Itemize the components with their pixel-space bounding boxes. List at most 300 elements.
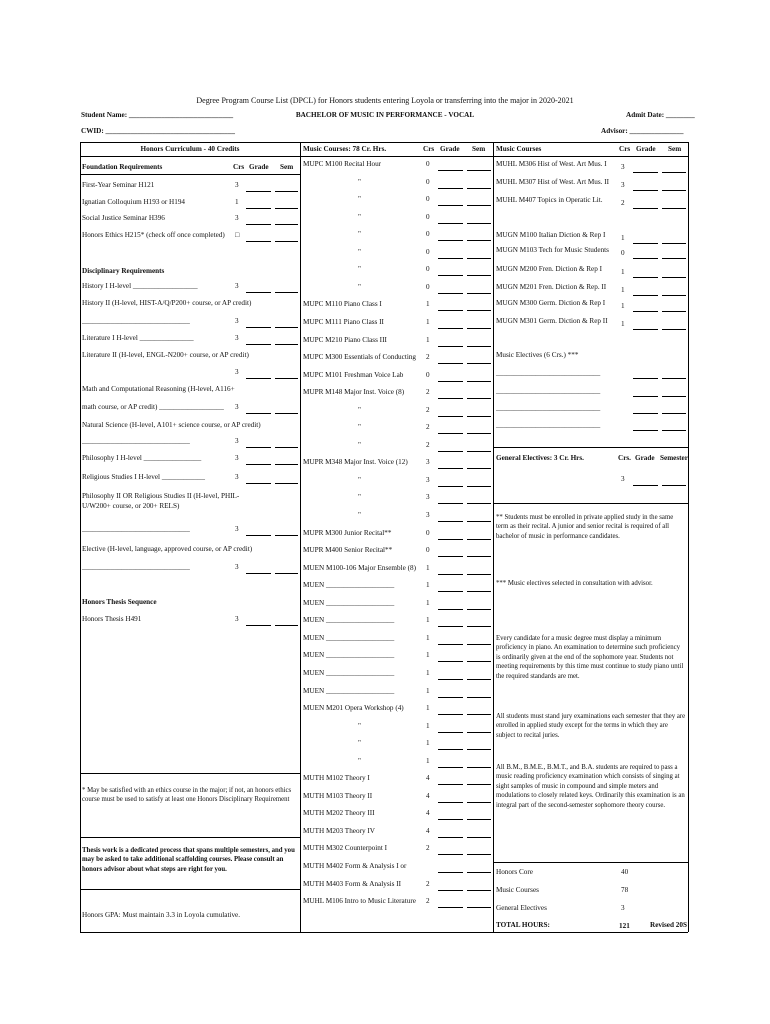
thesis-title: Honors Thesis Sequence — [82, 598, 157, 606]
music-course-credits: 1 — [426, 668, 430, 677]
music-course-grade-blank[interactable] — [438, 802, 463, 803]
music-course-credits: 0 — [426, 282, 430, 291]
music-course-credits: 1 — [426, 721, 430, 730]
col1-req-sem-blank[interactable] — [275, 464, 298, 465]
music-course-credits: 3 — [426, 511, 430, 519]
music-course-credits: 0 — [426, 195, 430, 204]
total-row-value: 40 — [621, 868, 629, 876]
music-course: MUEN ___________________ — [303, 616, 395, 625]
music-course: MUPR M400 Senior Recital** — [303, 546, 393, 555]
col1-req-grade-blank[interactable] — [246, 483, 271, 484]
col1-req-grade-blank[interactable] — [246, 625, 271, 626]
col1-req-sem-blank[interactable] — [275, 413, 298, 414]
col1-crs-header: Crs — [233, 163, 245, 171]
music-course-credits: 0 — [426, 160, 430, 168]
music-course: MUGN M100 Italian Diction & Rep I — [496, 231, 606, 239]
col1-req-grade-blank[interactable] — [246, 573, 271, 574]
honors-gpa-note: Honors GPA: Must maintain 3.3 in Loyola cumulative. — [82, 911, 241, 919]
music-course-sem-blank[interactable] — [467, 503, 491, 504]
frame-right — [688, 142, 689, 932]
foundation-sem-blank[interactable] — [275, 241, 298, 242]
music-course-sem-blank[interactable] — [467, 872, 491, 873]
music-course-sem-blank[interactable] — [467, 802, 491, 803]
music-course: MUPC M210 Piano Class III — [303, 335, 387, 344]
music-course-credits: 1 — [621, 302, 625, 310]
foundation-credits: 3 — [235, 214, 239, 222]
music-course-credits: 0 — [426, 265, 430, 274]
total-row-label: Music Courses — [496, 886, 539, 894]
music-course-sem-blank[interactable] — [662, 329, 686, 330]
music-course-sem-blank[interactable] — [467, 854, 491, 855]
music-course-grade-blank[interactable] — [438, 416, 463, 417]
music-course-credits: 0 — [426, 177, 430, 186]
music-course-sem-blank[interactable] — [662, 295, 686, 296]
music-course-grade-blank[interactable] — [633, 190, 658, 191]
music-course: MUPC M110 Piano Class I — [303, 300, 382, 309]
foundation-course: Social Justice Seminar H396 — [82, 214, 165, 222]
music-course-sem-blank[interactable] — [662, 190, 686, 191]
phil2-credits: 3 — [235, 525, 239, 533]
col2-grade-header: Grade — [440, 145, 460, 153]
music-course-grade-blank[interactable] — [438, 644, 463, 645]
music-course: MUTH M103 Theory II — [303, 791, 373, 800]
foundation-credits: 1 — [235, 198, 239, 206]
music-electives-title: Music Electives (6 Crs.) *** — [496, 351, 579, 359]
foundation-grade-blank[interactable] — [246, 241, 271, 242]
music-course: MUEN M201 Opera Workshop (4) — [303, 704, 404, 713]
music-course-credits: 4 — [426, 809, 430, 818]
music-course-sem-blank[interactable] — [467, 170, 491, 171]
music-course-sem-blank[interactable] — [467, 697, 491, 698]
music-course: MUPR M148 Major Inst. Voice (8) — [303, 388, 405, 397]
ditto-mark: " — [358, 721, 361, 730]
music-course-credits: 3 — [621, 163, 625, 171]
foundation-title: Foundation Requirements — [82, 163, 163, 171]
music-course-grade-blank[interactable] — [438, 240, 463, 241]
music-course-grade-blank[interactable] — [438, 205, 463, 206]
col3-sep-2 — [493, 503, 688, 504]
music-course: MUTH M203 Theory IV — [303, 826, 375, 835]
ditto-mark: " — [358, 265, 361, 274]
phil2-blank[interactable]: ______________________________ — [82, 525, 190, 533]
col1-req-grade-blank[interactable] — [246, 292, 271, 293]
col1-req-sem-blank[interactable] — [275, 483, 298, 484]
col1-req-grade-blank[interactable] — [246, 464, 271, 465]
natsci-course: Natural Science (H-level, A101+ science course, or AP credit) — [82, 421, 261, 429]
music-course-sem-blank[interactable] — [467, 609, 491, 610]
music-course-grade-blank[interactable] — [438, 609, 463, 610]
total-row-label: Honors Core — [496, 868, 533, 876]
philosophy1-course: Philosophy I H-level ________________ — [82, 454, 202, 462]
music-course-credits: 1 — [426, 686, 430, 695]
music-course-grade-blank[interactable] — [438, 486, 463, 487]
music-course: MUHL M307 Hist of West. Art Mus. II — [496, 178, 610, 186]
music-course-sem-blank[interactable] — [467, 907, 491, 908]
ditto-mark: " — [358, 440, 361, 449]
music-course-grade-blank[interactable] — [438, 346, 463, 347]
music-course-sem-blank[interactable] — [467, 398, 491, 399]
piano-proficiency-note: Every candidate for a music degree must display a minimum proficiency in piano. An examination to determine such proficiency is ordinarily given at the end of the sophomore year. Students not meeting requirements by this time must continue to study piano until the required standards are met. — [496, 635, 684, 680]
music-course-credits: 2 — [426, 405, 430, 414]
music-course-grade-blank[interactable] — [438, 170, 463, 171]
music-course-credits: 2 — [426, 440, 430, 449]
total-row-label: General Electives — [496, 904, 547, 912]
music-course-grade-blank[interactable] — [438, 732, 463, 733]
music-course-grade-blank[interactable] — [438, 188, 463, 189]
music-course-grade-blank[interactable] — [633, 208, 658, 209]
music-course-credits: 0 — [621, 249, 625, 257]
total-row-value: 3 — [621, 904, 625, 912]
ditto-mark: " — [358, 405, 361, 414]
music-course-sem-blank[interactable] — [467, 539, 491, 540]
gen-crs-header: Crs. — [618, 454, 631, 462]
foundation-grade-blank[interactable] — [246, 191, 271, 192]
elective-course: Elective (H-level, language, approved course, or AP credit) — [82, 545, 253, 553]
music-course-grade-blank[interactable] — [438, 890, 463, 891]
music-courses-heading: Music Courses: 78 Cr. Hrs. — [303, 145, 387, 153]
music-course-sem-blank[interactable] — [467, 574, 491, 575]
music-course-credits: 0 — [426, 212, 430, 221]
music-course-credits: 3 — [426, 458, 430, 467]
music-course-credits: 1 — [621, 234, 625, 242]
col1-subheader-line — [80, 174, 300, 175]
general-electives-title: General Electives: 3 Cr. Hrs. — [496, 454, 584, 462]
thesis-credits: 3 — [235, 615, 239, 623]
music-course-sem-blank[interactable] — [467, 293, 491, 294]
music-course-sem-blank[interactable] — [467, 890, 491, 891]
music-course-credits: 2 — [426, 879, 430, 888]
history2-blank[interactable]: ______________________________ — [82, 317, 190, 325]
music-course-grade-blank[interactable] — [438, 468, 463, 469]
col1-req-sem-blank[interactable] — [275, 327, 298, 328]
music-course-grade-blank[interactable] — [438, 819, 463, 820]
thesis-course: Honors Thesis H491 — [82, 615, 142, 623]
music-course-grade-blank[interactable] — [438, 223, 463, 224]
music-course: MUGN M200 Fren. Diction & Rep I — [496, 265, 603, 273]
phil2-course-line2: U/W200+ course, or 200+ RELS) — [82, 502, 180, 510]
music-course-sem-blank[interactable] — [467, 749, 491, 750]
music-course-sem-blank[interactable] — [467, 626, 491, 627]
foundation-grade-blank[interactable] — [246, 224, 271, 225]
math-course-line1: Math and Computational Reasoning (H-level, A116+ — [82, 385, 235, 393]
music-course: MUTH M202 Theory III — [303, 809, 375, 818]
music-course-sem-blank[interactable] — [467, 644, 491, 645]
ditto-mark: " — [358, 493, 361, 502]
reading-proficiency-note: All B.M., B.M.E., B.M.T., and B.A. students are required to pass a music reading proficiency examination which consists of singing at sight samples of music in compound and simple meters and modulations to closely related keys. Ordinarily this examination is an integral part of the second-semester sophomore theory course. — [496, 764, 685, 809]
music-course-credits: 1 — [621, 320, 625, 328]
foundation-credits: □ — [235, 231, 240, 239]
music-course-grade-blank[interactable] — [438, 697, 463, 698]
natsci-credits: 3 — [235, 437, 239, 445]
music-course: MUEN ___________________ — [303, 686, 395, 695]
lit2-course: Literature II (H-level, ENGL-N200+ course, or AP credit) — [82, 351, 249, 359]
ditto-mark: " — [358, 282, 361, 291]
ditto-mark: " — [358, 247, 361, 256]
music-course-grade-blank[interactable] — [438, 381, 463, 382]
divider-1 — [300, 142, 301, 932]
philosophy1-credits: 3 — [235, 454, 239, 462]
music-course-credits: 3 — [621, 181, 625, 189]
ditto-mark: " — [358, 511, 361, 519]
music-course-grade-blank[interactable] — [438, 539, 463, 540]
music-course: MUTH M403 Form & Analysis II — [303, 879, 402, 888]
music-course-sem-blank[interactable] — [467, 416, 491, 417]
music-course-sem-blank[interactable] — [467, 679, 491, 680]
frame-bottom — [80, 932, 688, 933]
col1-req-sem-blank[interactable] — [275, 378, 298, 379]
music-course-grade-blank[interactable] — [438, 749, 463, 750]
music-course-credits: 3 — [426, 475, 430, 484]
music-course-sem-blank[interactable] — [467, 240, 491, 241]
ditto-mark: " — [358, 212, 361, 221]
music-course-credits: 1 — [621, 286, 625, 294]
history1-credits: 3 — [235, 282, 239, 290]
music-course: MUPR M300 Junior Recital** — [303, 528, 392, 537]
total-hours-value: 121 — [619, 922, 630, 930]
music-course-grade-blank[interactable] — [438, 714, 463, 715]
music-course: MUTH M402 Form & Analysis I or — [303, 862, 407, 870]
music-course: MUGN M300 Germ. Diction & Rep I — [496, 299, 606, 307]
music-course: MUHL M306 Hist of West. Art Mus. I — [496, 160, 607, 168]
music-course-grade-blank[interactable] — [438, 258, 463, 259]
music-course-sem-blank[interactable] — [467, 837, 491, 838]
jury-note: All students must stand jury examinations each semester that they are enrolled in applied study except for the terms in which they are subject to recital juries. — [496, 713, 686, 739]
music-course-sem-blank[interactable] — [467, 275, 491, 276]
music-course: MUGN M201 Fren. Diction & Rep. II — [496, 283, 607, 291]
music-course: MUEN ___________________ — [303, 651, 395, 660]
foundation-course: Honors Ethics H215* (check off once completed) — [82, 231, 225, 239]
col1-req-sem-blank[interactable] — [275, 447, 298, 448]
music-course-sem-blank[interactable] — [467, 714, 491, 715]
music-course-sem-blank[interactable] — [467, 328, 491, 329]
music-course-credits: 0 — [426, 247, 430, 256]
history2-credits: 3 — [235, 317, 239, 325]
math-course-line2: math course, or AP credit) __________________ — [82, 403, 224, 411]
lit2-credits: 3 — [235, 368, 239, 376]
music-course-credits: 1 — [426, 633, 430, 642]
history1-course: History I H-level __________________ — [82, 282, 198, 290]
frame-left — [80, 142, 81, 932]
col1-sem-header: Sem — [280, 163, 294, 171]
foundation-grade-blank[interactable] — [246, 208, 271, 209]
music-course-sem-blank[interactable] — [467, 363, 491, 364]
music-course-sem-blank[interactable] — [467, 433, 491, 434]
music-course-grade-blank[interactable] — [438, 275, 463, 276]
col1-req-sem-blank[interactable] — [275, 292, 298, 293]
music-course-grade-blank[interactable] — [438, 433, 463, 434]
music-course-sem-blank[interactable] — [467, 205, 491, 206]
music-course-sem-blank[interactable] — [467, 819, 491, 820]
cwid-field[interactable]: CWID: ____________________________________ — [81, 127, 235, 135]
advisor-field[interactable]: Advisor: _______________ — [601, 127, 684, 135]
music-course-sem-blank[interactable] — [467, 784, 491, 785]
music-course-credits: 1 — [426, 335, 430, 344]
music-course-grade-blank[interactable] — [438, 521, 463, 522]
music-course-grade-blank[interactable] — [438, 310, 463, 311]
col3-crs-header: Crs — [619, 145, 631, 153]
music-course-grade-blank[interactable] — [438, 872, 463, 873]
music-course: MUTH M102 Theory I — [303, 774, 370, 783]
music-course-grade-blank[interactable] — [438, 398, 463, 399]
music-course: MUEN ___________________ — [303, 581, 395, 590]
col2-crs-header: Crs — [423, 145, 435, 153]
music-course-sem-blank[interactable] — [467, 223, 491, 224]
music-course: MUEN ___________________ — [303, 633, 395, 642]
admit-date-field[interactable]: Admit Date: ________ — [626, 111, 695, 119]
music-course: MUGN M103 Tech for Music Students — [496, 246, 609, 254]
music-course-grade-blank[interactable] — [438, 451, 463, 452]
col1-note-line1 — [80, 773, 300, 774]
music-course-grade-blank[interactable] — [633, 277, 658, 278]
student-name-field[interactable]: Student Name: _____________________________ — [81, 111, 234, 119]
lit1-course: Literature I H-level _______________ — [82, 334, 194, 342]
music-course-sem-blank[interactable] — [467, 381, 491, 382]
music-course-sem-blank[interactable] — [662, 258, 686, 259]
elective-blank[interactable]: ______________________________ — [82, 563, 190, 571]
music-course-credits: 0 — [426, 546, 430, 555]
music-course-sem-blank[interactable] — [662, 172, 686, 173]
music-course-credits: 1 — [426, 756, 430, 765]
music-course-credits: 1 — [426, 563, 430, 572]
music-course-grade-blank[interactable] — [438, 363, 463, 364]
music-course-credits: 1 — [621, 268, 625, 276]
disciplinary-title: Disciplinary Requirements — [82, 267, 165, 275]
music-course-grade-blank[interactable] — [633, 172, 658, 173]
music-course-credits: 1 — [426, 651, 430, 660]
recital-note: ** Students must be enrolled in private applied study in the same term as their recital. A junior and senior recital is required of all bachelor of music in performance candidates. — [496, 514, 674, 540]
revised-label: Revised 20S — [650, 921, 687, 929]
music-course-grade-blank[interactable] — [633, 243, 658, 244]
music-course-grade-blank[interactable] — [633, 295, 658, 296]
music-course-grade-blank[interactable] — [438, 574, 463, 575]
music-course-sem-blank[interactable] — [662, 243, 686, 244]
music-course-grade-blank[interactable] — [438, 626, 463, 627]
music-course-grade-blank[interactable] — [438, 328, 463, 329]
music-course-sem-blank[interactable] — [467, 591, 491, 592]
music-course-credits: 2 — [426, 844, 430, 853]
music-course: MUHL M407 Topics in Operatic Lit. — [496, 196, 603, 204]
music-elective-blank-3[interactable]: _____________________________ — [496, 404, 601, 412]
col1-note-line2 — [80, 837, 300, 838]
music-course: MUEN ___________________ — [303, 598, 395, 607]
music-course: MUPC M111 Piano Class II — [303, 317, 384, 326]
music-course-sem-blank[interactable] — [662, 277, 686, 278]
gen-semester-header: Semester — [660, 454, 688, 462]
gen-grade-header: Grade — [635, 454, 655, 462]
music-course-credits: 1 — [426, 739, 430, 748]
music-course-sem-blank[interactable] — [467, 346, 491, 347]
ditto-mark: " — [358, 739, 361, 748]
music-course: MUEN M100-106 Major Ensemble (8) — [303, 563, 416, 572]
music-course-credits: 4 — [426, 791, 430, 800]
music-course-grade-blank[interactable] — [633, 329, 658, 330]
col1-req-grade-blank[interactable] — [246, 344, 271, 345]
foundation-sem-blank[interactable] — [275, 224, 298, 225]
music-course-credits: 4 — [426, 826, 430, 835]
music-course-grade-blank[interactable] — [438, 767, 463, 768]
music-course-grade-blank[interactable] — [438, 503, 463, 504]
music-course-sem-blank[interactable] — [662, 208, 686, 209]
music-course-sem-blank[interactable] — [467, 521, 491, 522]
col1-req-sem-blank[interactable] — [275, 625, 298, 626]
music-course-credits: 0 — [426, 230, 430, 239]
program-title: BACHELOR OF MUSIC IN PERFORMANCE - VOCAL — [295, 111, 475, 119]
music-course-grade-blank[interactable] — [438, 679, 463, 680]
col1-req-sem-blank[interactable] — [275, 573, 298, 574]
music-course-grade-blank[interactable] — [438, 556, 463, 557]
music-course-sem-blank[interactable] — [467, 188, 491, 189]
col3-sem-header: Sem — [668, 145, 682, 153]
col1-req-grade-blank[interactable] — [246, 378, 271, 379]
thesis-note: Thesis work is a dedicated process that spans multiple semesters, and you may be asked to take additional scaffolding courses. Please consult an honors advisor about what steps are right for you. — [82, 847, 295, 873]
music-course-credits: 3 — [426, 493, 430, 502]
foundation-course: Ignatian Colloquium H193 or H194 — [82, 198, 186, 206]
music-course-sem-blank[interactable] — [467, 661, 491, 662]
music-course-sem-blank[interactable] — [467, 468, 491, 469]
col1-grade-header: Grade — [249, 163, 269, 171]
foundation-sem-blank[interactable] — [275, 208, 298, 209]
music-course: MUHL M106 Intro to Music Literature — [303, 897, 416, 906]
col1-req-grade-blank[interactable] — [246, 535, 271, 536]
history2-course: History II (H-level, HIST-A/Q/P200+ course, or AP credit) — [82, 299, 252, 307]
music-course-sem-blank[interactable] — [467, 732, 491, 733]
ditto-mark: " — [358, 177, 361, 186]
music-course-grade-blank[interactable] — [438, 854, 463, 855]
col1-req-sem-blank[interactable] — [275, 344, 298, 345]
music-course-sem-blank[interactable] — [467, 556, 491, 557]
music-course-credits: 0 — [426, 370, 430, 379]
music-course-grade-blank[interactable] — [633, 311, 658, 312]
music-course: MUPC M100 Recital Hour — [303, 160, 382, 168]
music-elective-blank-2[interactable]: _____________________________ — [496, 387, 601, 395]
natsci-blank[interactable]: ______________________________ — [82, 437, 190, 445]
col1-req-grade-blank[interactable] — [246, 447, 271, 448]
music-course-grade-blank[interactable] — [438, 293, 463, 294]
music-course-grade-blank[interactable] — [438, 661, 463, 662]
divider-2 — [493, 142, 494, 932]
col3-grade-header: Grade — [636, 145, 656, 153]
music-course-credits: 0 — [426, 528, 430, 537]
music-course-sem-blank[interactable] — [467, 451, 491, 452]
music-course-credits: 2 — [621, 199, 625, 207]
music-course: MUPC M300 Essentials of Conducting — [303, 353, 417, 362]
total-row-value: 78 — [621, 886, 629, 894]
gen-electives-credits: 3 — [621, 475, 625, 483]
music-course-grade-blank[interactable] — [438, 837, 463, 838]
music-elective-blank-1[interactable]: _____________________________ — [496, 369, 601, 377]
music-course-sem-blank[interactable] — [662, 311, 686, 312]
music-elective-blank-4[interactable]: _____________________________ — [496, 421, 601, 429]
col1-req-sem-blank[interactable] — [275, 535, 298, 536]
music-course-grade-blank[interactable] — [438, 907, 463, 908]
music-course-grade-blank[interactable] — [633, 258, 658, 259]
music-course-credits: 4 — [426, 774, 430, 783]
music-course-sem-blank[interactable] — [467, 486, 491, 487]
music-course-sem-blank[interactable] — [467, 767, 491, 768]
col1-req-grade-blank[interactable] — [246, 327, 271, 328]
music-course-sem-blank[interactable] — [467, 310, 491, 311]
music-course-credits: 2 — [426, 423, 430, 432]
music-course: MUPR M348 Major Inst. Voice (12) — [303, 458, 408, 467]
frame-header-bottom — [80, 156, 688, 157]
electives-note: *** Music electives selected in consultation with advisor. — [496, 580, 653, 587]
music-course-grade-blank[interactable] — [438, 784, 463, 785]
music-course-grade-blank[interactable] — [438, 591, 463, 592]
col1-req-grade-blank[interactable] — [246, 413, 271, 414]
music-course-sem-blank[interactable] — [467, 258, 491, 259]
music-course: MUEN ___________________ — [303, 668, 395, 677]
foundation-sem-blank[interactable] — [275, 191, 298, 192]
